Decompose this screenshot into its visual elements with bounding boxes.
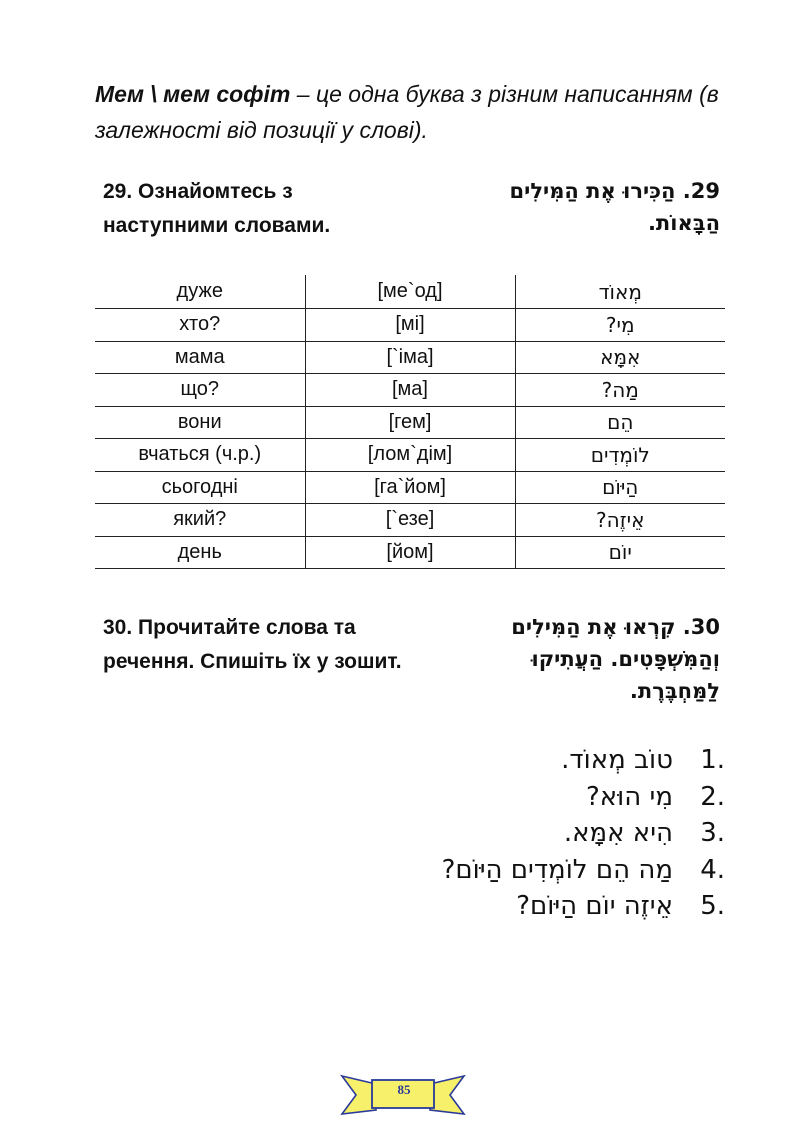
he-word: יוֹם [515,536,725,569]
item-number: 3. [700,818,725,848]
table-row [95,309,725,342]
uk-word: вони [95,406,305,439]
he-word: לוֹמְדִים [515,439,725,472]
sentence-list [442,742,725,925]
list-item [442,852,725,889]
banner-left-ribbon [342,1076,376,1114]
sentence-text: אֵיזֶה יוֹם הַיּוֹם? [516,891,673,921]
vocabulary-table [95,275,725,569]
banner-right-ribbon [430,1076,464,1114]
table-row [95,275,725,309]
intro-note [95,76,735,148]
uk-word: який? [95,504,305,537]
he-word: מְאוֹד [515,275,725,309]
list-item [442,888,725,925]
transcription: [ме`од] [305,275,515,309]
transcription: [га`йом] [305,471,515,504]
item-number: 1. [700,745,725,775]
list-item [442,779,725,816]
transcription: [йом] [305,536,515,569]
uk-word: сьогодні [95,471,305,504]
table-row [95,439,725,472]
table-row [95,471,725,504]
uk-word: мама [95,341,305,374]
uk-word: вчаться (ч.р.) [95,439,305,472]
exercise-30-title-he: 30. קִרְאוּ אֶת הַמִּילִים וְהַמִּשְׁפָּטִים. הַעֲתִיקוּ לַמַּחְבֶּרֶת. [511,615,720,703]
uk-word: хто? [95,309,305,342]
he-word: מַה? [515,374,725,407]
item-number: 4. [700,854,725,885]
transcription: [ма] [305,374,515,407]
sentence-text: הִיא אִמָּא. [563,818,673,848]
list-item [442,815,725,852]
table-row [95,504,725,537]
intro-note-text: – це одна буква з різним написанням (в залежності від позиції у слові). [95,81,719,143]
table-row [95,341,725,374]
uk-word: що? [95,374,305,407]
he-word: אִמָּא [515,341,725,374]
page-number: 85 [397,1082,411,1097]
uk-word: день [95,536,305,569]
sentence-text: טוֹב מְאוֹד. [561,745,673,775]
item-number: 5. [700,891,725,921]
exercise-30-title-uk: 30. Прочитайте слова та речення. Спишіть їх у зошит. [103,616,402,673]
transcription: [лом`дім] [305,439,515,472]
transcription: [мі] [305,309,515,342]
transcription: [`іма] [305,341,515,374]
list-item [442,742,725,779]
transcription: [`езе] [305,504,515,537]
he-word: מִי? [515,309,725,342]
exercise-29-title-he: 29. הַכִּירוּ אֶת הַמִּילִים הַבָּאוֹת. [509,179,720,235]
table-row [95,536,725,569]
intro-note-bold: Мем \ мем софіт [95,81,291,107]
sentence-text: מִי הוּא? [586,781,673,812]
sentence-text: מַה הֵם לוֹמְדִים הַיּוֹם? [441,854,673,885]
he-word: הַיּוֹם [515,471,725,504]
exercise-29-title-uk: 29. Ознайомтесь з наступними словами. [103,180,331,237]
transcription: [гем] [305,406,515,439]
he-word: אֵיזֶה? [515,504,725,537]
table-row [95,374,725,407]
uk-word: дуже [95,275,305,309]
item-number: 2. [700,781,725,812]
he-word: הֵם [515,406,725,439]
table-row [95,406,725,439]
